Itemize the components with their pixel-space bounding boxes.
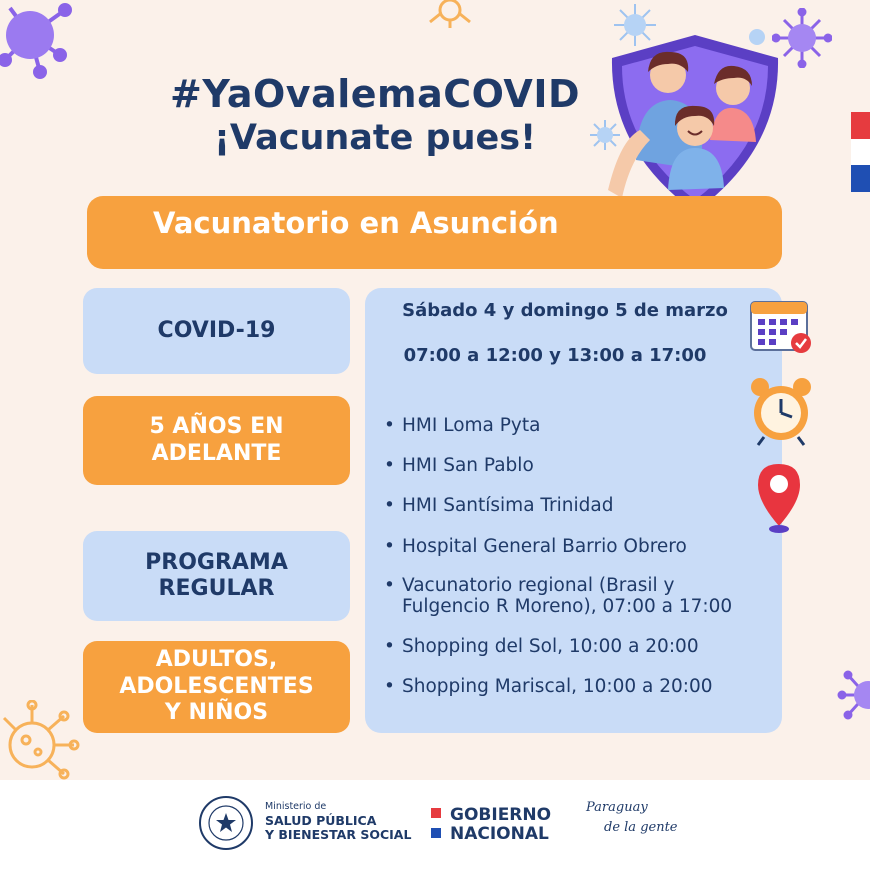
location-name: Shopping del Sol, 10:00 a 20:00 [402, 636, 699, 657]
schedule-date: Sábado 4 y domingo 5 de marzo [402, 300, 728, 321]
family-shield-illustration [600, 30, 790, 215]
location-name: HMI Loma Pyta [402, 415, 541, 436]
location-name: Hospital General Barrio Obrero [402, 536, 687, 557]
location-name: HMI Santísima Trinidad [402, 495, 614, 516]
slogan-logo: Paraguay de la gente [586, 800, 678, 835]
paraguay-flag [851, 112, 870, 192]
banner-title: Vacunatorio en Asunción [153, 206, 559, 240]
virus-icon [836, 665, 870, 725]
alarm-clock-icon [748, 375, 814, 447]
virus-icon [0, 700, 80, 780]
location-name: Shopping Mariscal, 10:00 a 20:00 [402, 676, 713, 697]
gobierno-flag-icon [431, 808, 441, 838]
virus-icon [424, 0, 476, 30]
gobierno-nacional-logo: GOBIERNO NACIONAL [450, 805, 552, 844]
category-age: 5 AÑOS EN ADELANTE [83, 396, 350, 485]
location-name: HMI San Pablo [402, 455, 534, 476]
category-covid: COVID-19 [83, 288, 350, 374]
ministry-seal [198, 795, 254, 851]
list-item: • HMI Loma Pyta [384, 415, 541, 436]
list-item: • HMI Santísima Trinidad [384, 495, 614, 516]
calendar-icon [748, 296, 814, 356]
location-banner [87, 196, 782, 269]
hashtag-title: #YaOvalemaCOVID [169, 72, 581, 116]
location-name: Vacunatorio regional (Brasil y Fulgencio R Moreno), 07:00 a 17:00 [402, 575, 733, 617]
list-item: •Vacunatorio regional (Brasil y Fulgencio R Moreno), 07:00 a 17:00 [384, 575, 733, 617]
list-item: • Shopping Mariscal, 10:00 a 20:00 [384, 676, 713, 697]
category-population: ADULTOS, ADOLESCENTES Y NIÑOS [83, 641, 350, 733]
ministry-logo-text: Ministerio de SALUD PÚBLICA Y BIENESTAR SOCIAL [265, 801, 412, 842]
virus-icon [0, 0, 80, 80]
category-program: PROGRAMA REGULAR [83, 531, 350, 621]
list-item: • Hospital General Barrio Obrero [384, 536, 687, 557]
list-item: • Shopping del Sol, 10:00 a 20:00 [384, 636, 699, 657]
schedule-hours: 07:00 a 12:00 y 13:00 a 17:00 [403, 345, 707, 366]
list-item: • HMI San Pablo [384, 455, 534, 476]
subtitle: ¡Vacunate pues! [213, 118, 537, 158]
